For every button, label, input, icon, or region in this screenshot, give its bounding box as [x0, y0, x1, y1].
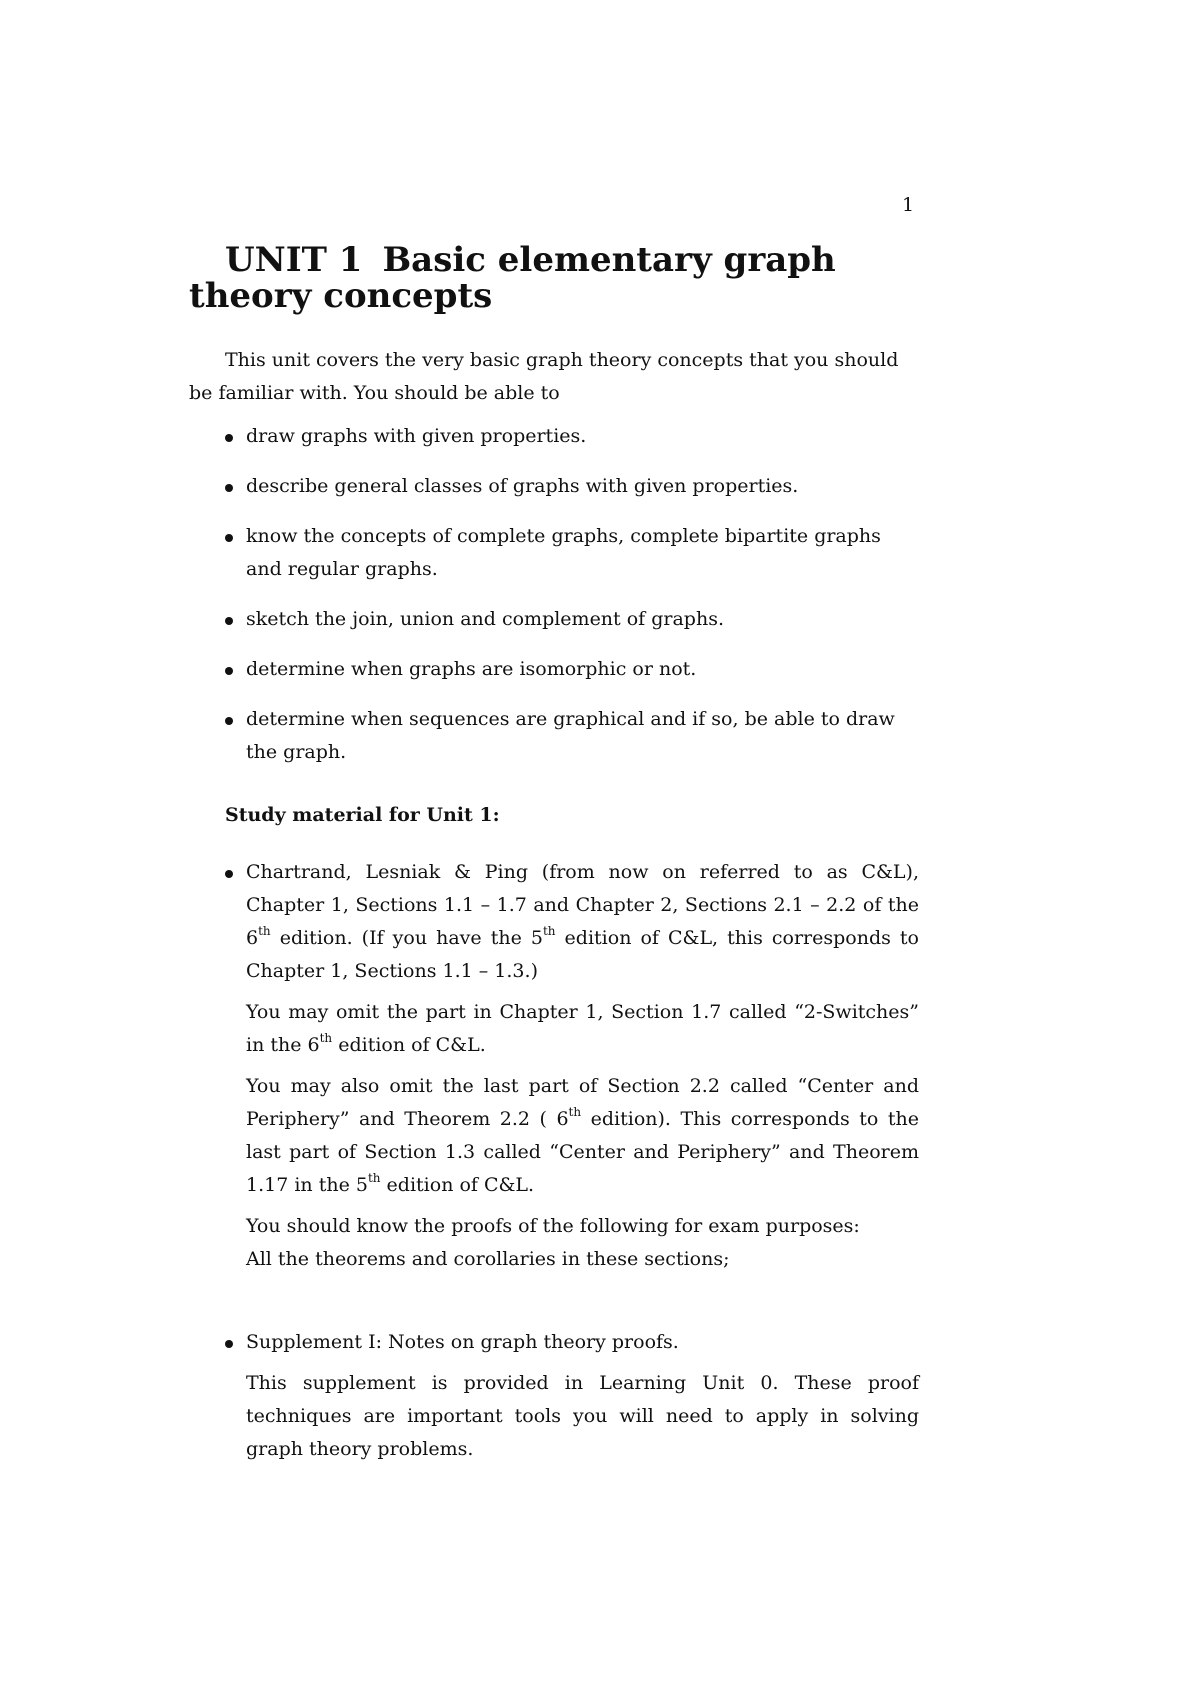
- study-material-heading: Study material for Unit 1:: [225, 804, 500, 826]
- text-segment: edition of C&L, this corresponds to Chapter 1, Sections 1.1 – 1.3.): [246, 927, 919, 982]
- bullet-icon: [225, 717, 233, 725]
- text-segment: edition. (If you have the 5: [270, 927, 543, 949]
- bullet-icon: [225, 617, 233, 625]
- page-title: [189, 242, 919, 314]
- objective-text: determine when sequences are graphical and if so, be able to draw the graph.: [246, 708, 895, 763]
- objective-item: [225, 470, 919, 503]
- objective-item: [225, 603, 919, 636]
- superscript: th: [367, 1170, 381, 1185]
- text-segment: Chartrand, Lesniak & Ping (from now on referred to as C&L), Chapter 1, Sections 1.1 – 1.7 and Chapter 2, Sections 2.1 – 2.2 of the 6: [246, 861, 919, 949]
- unit-number: UNIT 1: [225, 240, 363, 280]
- objective-text: describe general classes of graphs with given properties.: [246, 475, 799, 497]
- supplement-title: Supplement I: Notes on graph theory proofs.: [246, 1331, 679, 1353]
- study-item-textbook: [225, 856, 919, 1276]
- page-number: 1: [902, 194, 915, 216]
- objective-item: [225, 420, 919, 453]
- bullet-icon: [225, 870, 233, 878]
- omit-note-switches: [246, 996, 919, 1062]
- superscript: th: [542, 923, 556, 938]
- omit-note-center: [246, 1070, 919, 1202]
- text-segment: You may omit the part in Chapter 1, Section 1.7 called “2-Switches” in the 6: [246, 1001, 919, 1056]
- bullet-icon: [225, 484, 233, 492]
- study-item-supplement: [225, 1326, 919, 1466]
- exam-proofs-note: [246, 1210, 919, 1276]
- text-segment: All the theorems and corollaries in these sections;: [246, 1248, 730, 1270]
- study-material-list: [225, 856, 919, 1466]
- objective-text: draw graphs with given properties.: [246, 425, 587, 447]
- unit-title-text: Basic elementary graph theory concepts: [189, 240, 836, 316]
- objectives-list: [225, 420, 919, 786]
- text-segment: edition of C&L.: [332, 1034, 486, 1056]
- objective-item: [225, 703, 919, 769]
- objective-text: determine when graphs are isomorphic or not.: [246, 658, 697, 680]
- bullet-icon: [225, 1340, 233, 1348]
- text-segment: edition of C&L.: [380, 1174, 535, 1196]
- supplement-description: This supplement is provided in Learning Unit 0. These proof techniques are important tools you will need to apply in solving graph theory problems.: [246, 1372, 919, 1460]
- objective-item: [225, 653, 919, 686]
- objective-text: sketch the join, union and complement of graphs.: [246, 608, 724, 630]
- bullet-icon: [225, 667, 233, 675]
- text-segment: You may also omit the last part of Section 2.2 called “Center and Periphery” and Theorem 2.2 ( 6: [246, 1075, 919, 1130]
- objective-item: [225, 520, 919, 586]
- superscript: th: [568, 1104, 582, 1119]
- text-segment: You should know the proofs of the following for exam purposes:: [246, 1215, 860, 1237]
- text-segment: edition). This corresponds to the last part of Section 1.3 called “Center and Periphery” and Theorem 1.17 in the 5: [246, 1108, 919, 1196]
- superscript: th: [258, 923, 271, 938]
- intro-paragraph: This unit covers the very basic graph theory concepts that you should be familiar with. You should be able to: [189, 349, 899, 404]
- bullet-icon: [225, 434, 233, 442]
- superscript: th: [319, 1030, 333, 1045]
- textbook-reference: [246, 856, 919, 988]
- objective-text: know the concepts of complete graphs, complete bipartite graphs and regular graphs.: [246, 525, 881, 580]
- bullet-icon: [225, 534, 233, 542]
